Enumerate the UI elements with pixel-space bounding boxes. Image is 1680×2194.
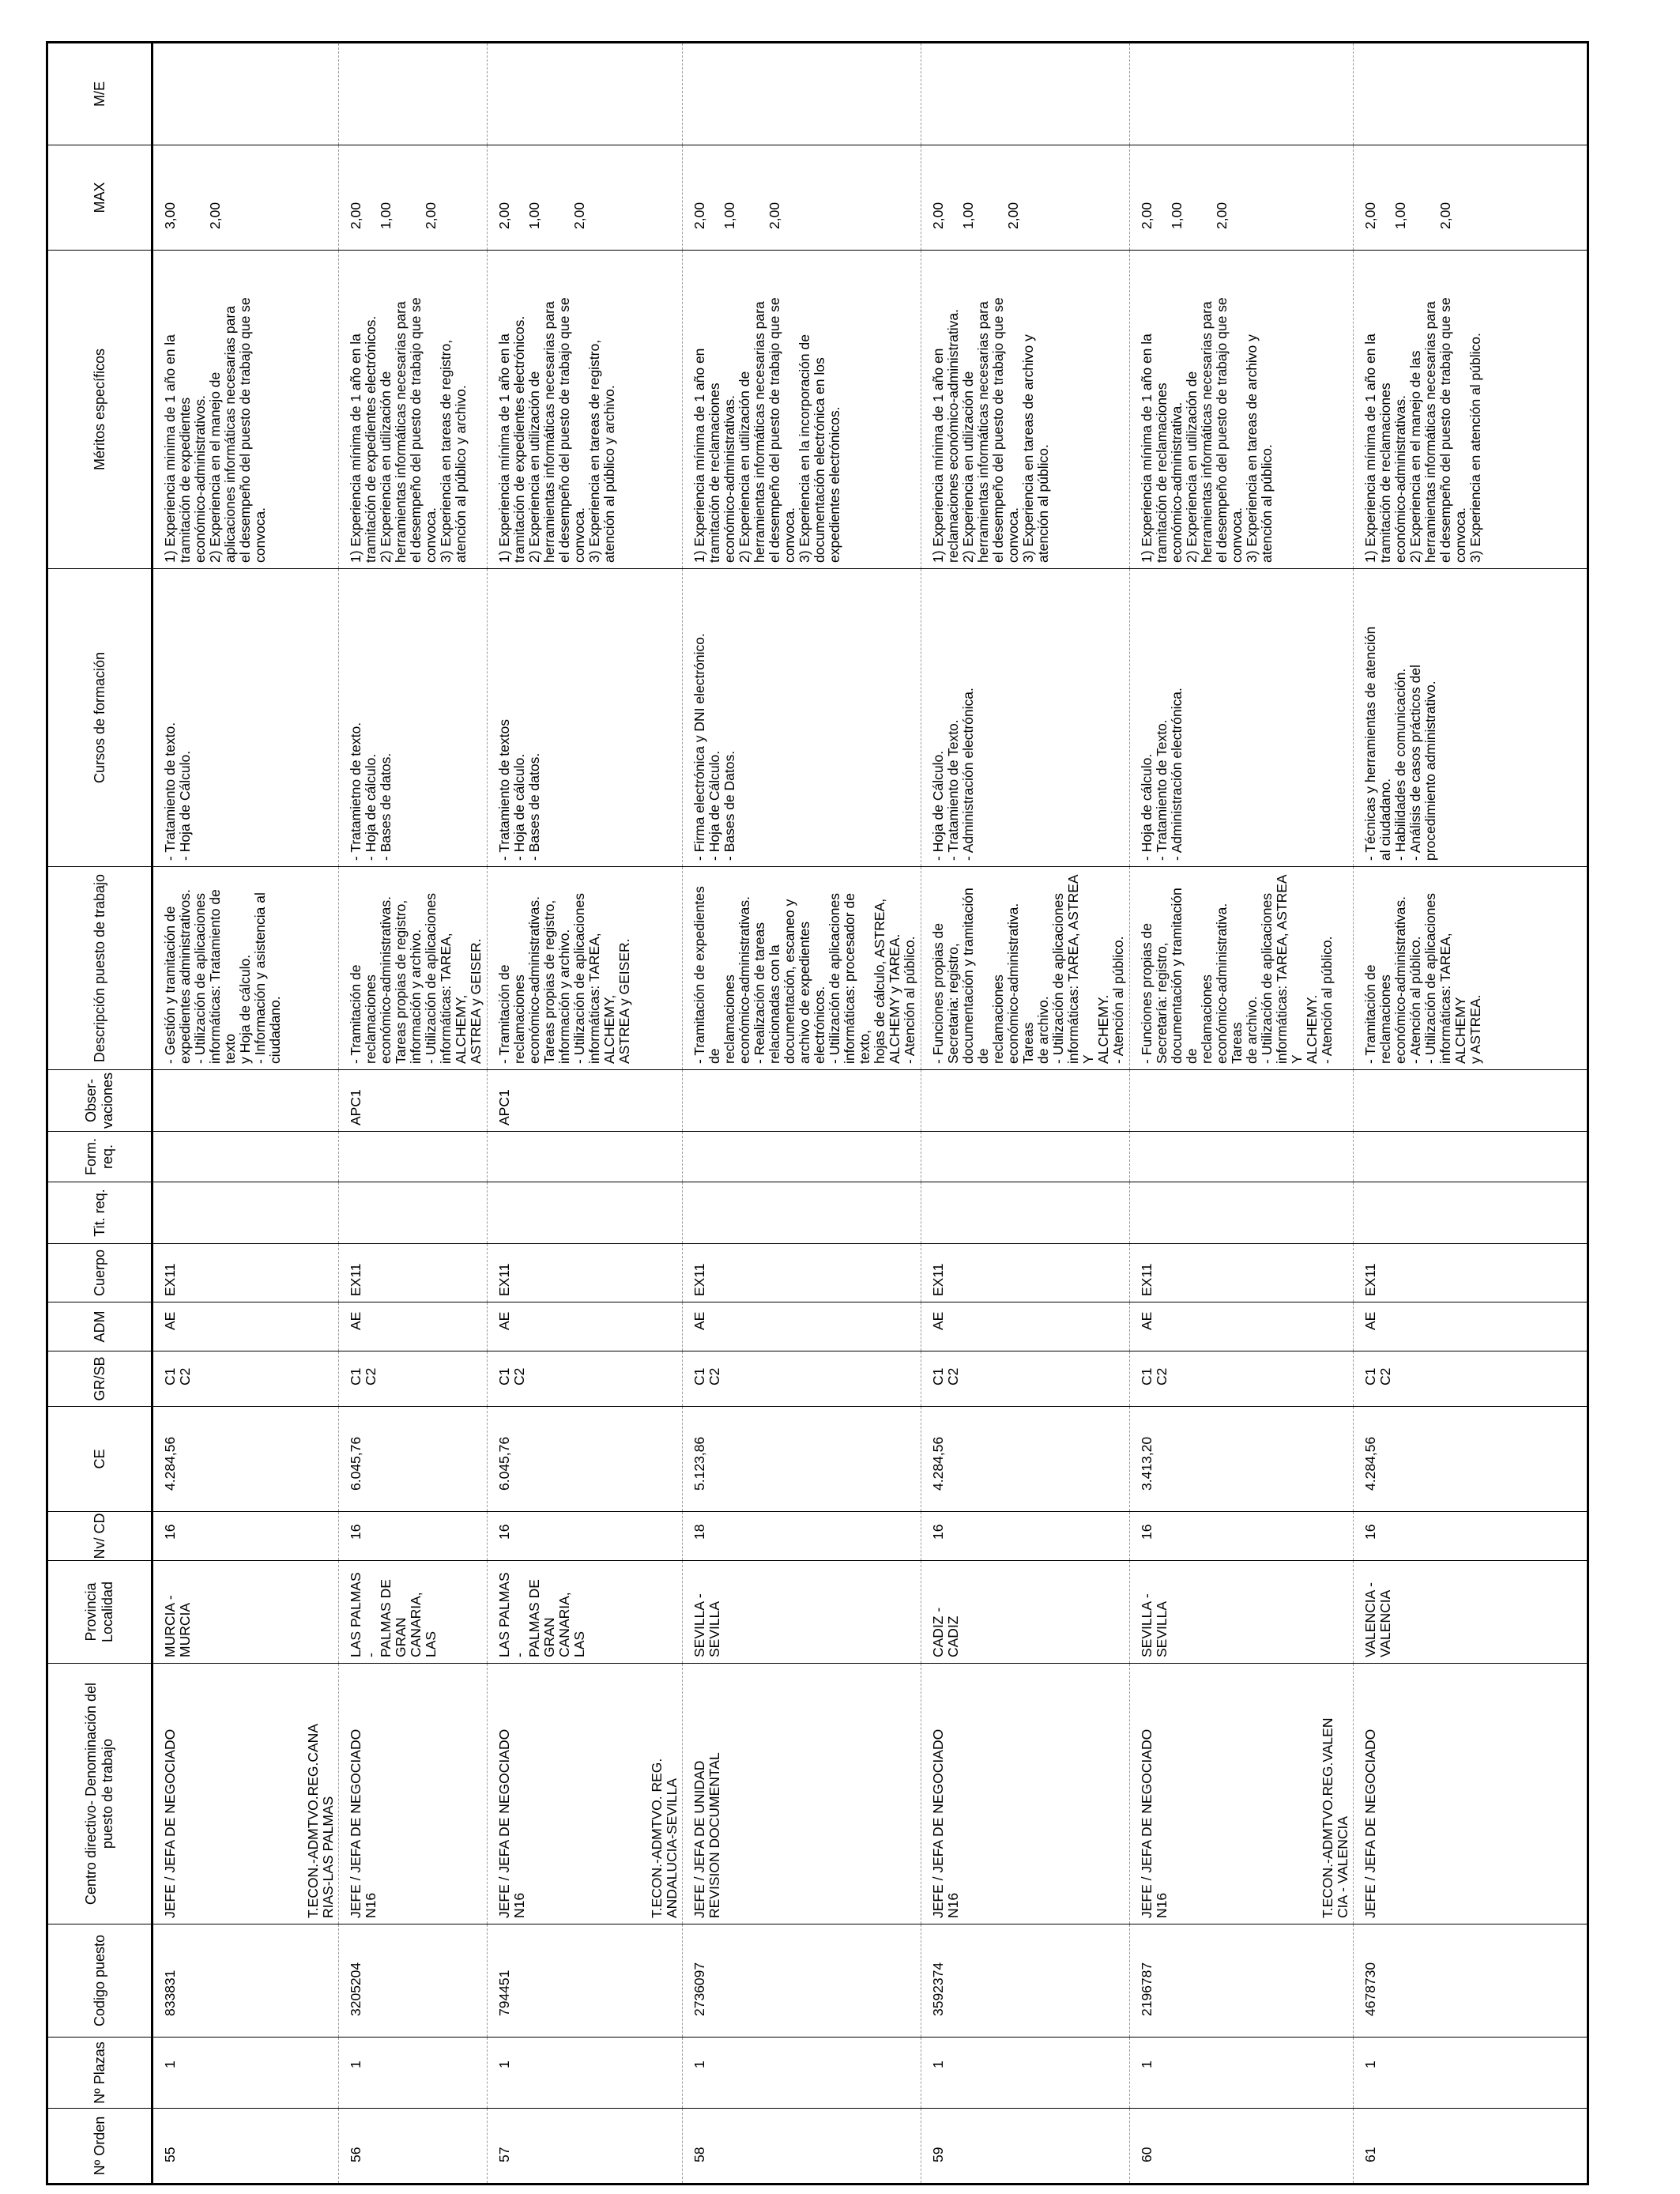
cuerpo-cell: EX11 — [921, 1244, 1130, 1302]
plazas-cell: 1 — [339, 2038, 488, 2109]
descripcion-cell: - Gestión y tramitación de expedientes administrativos. - Utilización de aplicaciones informáticas: Tratamiento de texto y Hoja de cálculo. - Información y asistencia al ciudadano. — [153, 867, 339, 1070]
orden-cell: 58 — [683, 2109, 921, 2185]
tit-cell — [1354, 1182, 1588, 1244]
me-cell — [153, 43, 339, 145]
orden-cell: 55 — [153, 2109, 339, 2185]
form-cell — [488, 1132, 683, 1182]
cuerpo-cell: EX11 — [488, 1244, 683, 1302]
centro-cell — [305, 1664, 488, 1924]
table-row — [1354, 43, 1588, 2185]
me-cell — [339, 43, 488, 145]
header-nivel: Nv/ CD — [47, 1512, 153, 1561]
codigo-cell: 794451 — [488, 1924, 683, 2038]
adm-cell: AE — [1130, 1302, 1354, 1351]
tit-cell — [339, 1182, 488, 1244]
provincia-cell: LAS PALMAS - PALMAS DE GRAN CANARIA, LAS — [339, 1561, 488, 1664]
puesto-denominacion: JEFE / JEFA DE NEGOCIADO N16 — [930, 1728, 961, 1918]
meritos-cell: 1) Experiencia mínima de 1 año en reclamaciones económico-administrativa. 2) Experiencia en utilización de herramientas informáticas necesarias para el desempeño del puesto de trabajo que se convoca. 3) Experiencia en tareas de archivo y atención al público. — [921, 251, 1130, 569]
header-orden: Nº Orden — [47, 2109, 153, 2185]
nivel-cell: 16 — [339, 1512, 488, 1561]
tit-cell — [153, 1182, 339, 1244]
puesto-denominacion: JEFE / JEFA DE NEGOCIADO — [1362, 1728, 1378, 1918]
cuerpo-cell: EX11 — [1130, 1244, 1354, 1302]
centro-cell — [921, 1664, 1130, 1924]
codigo-cell: 3205204 — [339, 1924, 488, 2038]
header-descripcion: Descripción puesto de trabajo — [47, 867, 153, 1070]
obs-cell — [1130, 1070, 1354, 1132]
max-cell: 2,00 1,00 2,00 — [921, 145, 1130, 251]
provincia-cell: MURCIA - MURCIA — [153, 1561, 339, 1664]
me-cell — [1354, 43, 1588, 145]
header-meritos: Méritos específicos — [47, 251, 153, 569]
grsb-cell: C1 C2 — [339, 1351, 488, 1407]
header-tit: Tit. req. — [47, 1182, 153, 1244]
plazas-cell: 1 — [153, 2038, 339, 2109]
codigo-cell: 4678730 — [1354, 1924, 1588, 2038]
meritos-cell: 1) Experiencia mínima de 1 año en la tramitación de expedientes electrónicos. 2) Experiencia en utilización de herramientas informáticas necesarias para el desempeño del puesto de trabajo que se convoca. 3) Experiencia en tareas de registro, atención al público y archivo. — [339, 251, 488, 569]
tit-cell — [683, 1182, 921, 1244]
nivel-cell: 16 — [488, 1512, 683, 1561]
centro-cell — [649, 1664, 921, 1924]
grsb-cell: C1 C2 — [488, 1351, 683, 1407]
me-cell — [488, 43, 683, 145]
obs-cell: APC1 — [488, 1070, 683, 1132]
form-cell — [921, 1132, 1130, 1182]
obs-cell — [153, 1070, 339, 1132]
header-provincia: Provincia Localidad — [47, 1561, 153, 1664]
max-cell: 3,00 2,00 — [153, 145, 339, 251]
provincia-cell: LAS PALMAS - PALMAS DE GRAN CANARIA, LAS — [488, 1561, 683, 1664]
header-plazas: Nº Plazas — [47, 2038, 153, 2109]
grsb-cell: C1 C2 — [153, 1351, 339, 1407]
orden-cell: 59 — [921, 2109, 1130, 2185]
cursos-cell: - Tratamiento de texto. - Hoja de Cálculo. — [153, 569, 339, 867]
cursos-cell: - Hoja de Cálculo. - Tratamiento de Texto. - Administración electrónica. — [921, 569, 1130, 867]
header-obs: Obser- vaciones — [47, 1070, 153, 1132]
nivel-cell: 16 — [1130, 1512, 1354, 1561]
tit-cell — [921, 1182, 1130, 1244]
adm-cell: AE — [1354, 1302, 1588, 1351]
grsb-cell: C1 C2 — [1354, 1351, 1588, 1407]
descripcion-cell: - Funciones propias de Secretaria: registro, documentación y tramitación de reclamaciones económico-administrativa. Tareas de archivo. - Utilización de aplicaciones informáticas: TAREA, ASTREA Y ALCHEMY. - Atención al público. — [921, 867, 1130, 1070]
form-cell — [1130, 1132, 1354, 1182]
ce-cell: 3.413,20 — [1130, 1407, 1354, 1512]
plazas-cell: 1 — [488, 2038, 683, 2109]
provincia-cell: SEVILLA - SEVILLA — [683, 1561, 921, 1664]
obs-cell — [683, 1070, 921, 1132]
adm-cell: AE — [488, 1302, 683, 1351]
form-cell — [153, 1132, 339, 1182]
rotated-sheet — [46, 43, 1674, 2185]
cursos-cell: - Firma electrónica y DNI electrónico. - Hoja de Cálculo. - Bases de Datos. — [683, 569, 921, 867]
header-form: Form. req. — [47, 1132, 153, 1182]
ce-cell: 4.284,56 — [921, 1407, 1130, 1512]
adm-cell: AE — [153, 1302, 339, 1351]
orden-cell: 60 — [1130, 2109, 1354, 2185]
ce-cell: 5.123,86 — [683, 1407, 921, 1512]
form-cell — [339, 1132, 488, 1182]
centro-directivo-heading: T.ECON.-ADMTVO.REG.CANA RIAS-LAS PALMAS — [305, 1724, 336, 1918]
header-centro: Centro directivo- Denominación del puesto de trabajo — [47, 1664, 153, 1924]
max-cell: 2,00 1,00 2,00 — [488, 145, 683, 251]
ce-cell: 4.284,56 — [153, 1407, 339, 1512]
max-cell: 2,00 1,00 2,00 — [683, 145, 921, 251]
tit-cell — [488, 1182, 683, 1244]
puesto-denominacion: JEFE / JEFA DE NEGOCIADO — [162, 1728, 178, 1918]
header-grsb: GR/SB — [47, 1351, 153, 1407]
me-cell — [683, 43, 921, 145]
job-positions-table — [46, 41, 1589, 2185]
centro-cell — [1320, 1664, 1588, 1924]
orden-cell: 56 — [339, 2109, 488, 2185]
cuerpo-cell: EX11 — [1354, 1244, 1588, 1302]
codigo-cell: 833831 — [153, 1924, 339, 2038]
plazas-cell: 1 — [683, 2038, 921, 2109]
puesto-denominacion: JEFE / JEFA DE NEGOCIADO N16 — [1139, 1728, 1170, 1918]
form-cell — [683, 1132, 921, 1182]
plazas-cell: 1 — [1354, 2038, 1588, 2109]
tit-cell — [1130, 1182, 1354, 1244]
provincia-cell: CADIZ - CADIZ — [921, 1561, 1130, 1664]
max-cell: 2,00 1,00 2,00 — [1130, 145, 1354, 251]
codigo-cell: 2736097 — [683, 1924, 921, 2038]
orden-cell: 61 — [1354, 2109, 1588, 2185]
provincia-cell: VALENCIA - VALENCIA — [1354, 1561, 1588, 1664]
centro-directivo-heading: T.ECON.-ADMTVO. REG. ANDALUCIA-SEVILLA — [649, 1758, 680, 1918]
table-row — [921, 43, 1130, 2185]
meritos-cell: 1) Experiencia mínima de 1 año en la tramitación de expedientes electrónicos. 2) Experiencia en utilización de herramientas informáticas necesarias para el desempeño del puesto de trabajo que se convoca. 3) Experiencia en tareas de registro, atención al público y archivo. — [488, 251, 683, 569]
header-adm: ADM — [47, 1302, 153, 1351]
cursos-cell: - Hoja de cálculo. - Tratamiento de Texto. - Administración electrónica. — [1130, 569, 1354, 867]
descripcion-cell: - Tramitación de reclamaciones económico-administrativas. Tareas propias de registro, información y archivo. - Utilización de aplicaciones informáticas: TAREA, ALCHEMY, ASTREA y GEISER. — [488, 867, 683, 1070]
cursos-cell: - Técnicas y herramientas de atención al ciudadano. - Habilidades de comunicación. - Análisis de casos prácticos del procedimiento administrativo. — [1354, 569, 1588, 867]
form-cell — [1354, 1132, 1588, 1182]
grsb-cell: C1 C2 — [1130, 1351, 1354, 1407]
descripcion-cell: - Funciones propias de Secretaría: registro, documentación y tramitación de reclamaciones económico-administrativa. Tareas de archivo. - Utilización de aplicaciones informáticas: TAREA, ASTREA Y ALCHEMY. - Atención al público. — [1130, 867, 1354, 1070]
puesto-denominacion: JEFE / JEFA DE NEGOCIADO N16 — [348, 1728, 379, 1918]
meritos-cell: 1) Experiencia minima de 1 año en la tramitación de expedientes económico-administrativos. 2) Experiencia en el manejo de aplicaciones informáticas necesarias para el desempeño del puesto de trabajo que se convoca. — [153, 251, 339, 569]
puesto-denominacion: JEFE / JEFA DE UNIDAD REVISION DOCUMENTAL — [691, 1752, 722, 1918]
codigo-cell: 3592374 — [921, 1924, 1130, 2038]
max-cell: 2,00 1,00 2,00 — [1354, 145, 1588, 251]
cursos-cell: - Tratamiento de textos - Hoja de cálculo. - Bases de datos. — [488, 569, 683, 867]
me-cell — [921, 43, 1130, 145]
plazas-cell: 1 — [1130, 2038, 1354, 2109]
meritos-cell: 1) Experiencia mínima de 1 año en tramitación de reclamaciones económico-administrativas. 2) Experiencia en utilización de herramientas informáticas necesarias para el desempeño del puesto de trabajo que se convoca. 3) Experiencia en la incorporación de documentación electrónica en los expedientes electrónicos. — [683, 251, 921, 569]
obs-cell: APC1 — [339, 1070, 488, 1132]
adm-cell: AE — [339, 1302, 488, 1351]
cuerpo-cell: EX11 — [153, 1244, 339, 1302]
header-cursos: Cursos de formación — [47, 569, 153, 867]
obs-cell — [1354, 1070, 1588, 1132]
nivel-cell: 18 — [683, 1512, 921, 1561]
centro-directivo-heading: T.ECON.-ADMTVO.REG.VALEN CIA - VALENCIA — [1320, 1717, 1350, 1918]
header-row — [47, 43, 153, 2185]
nivel-cell: 16 — [153, 1512, 339, 1561]
orden-cell: 57 — [488, 2109, 683, 2185]
header-codigo: Codigo puesto — [47, 1924, 153, 2038]
meritos-cell: 1) Experiencia mínima de 1 año en la tramitación de reclamaciones económico-administrativas. 2) Experiencia en el manejo de las herramientas informáticas necesarias para el desempeño del puesto de trabajo que se convoca. 3) Experiencia en atención al público. — [1354, 251, 1588, 569]
plazas-cell: 1 — [921, 2038, 1130, 2109]
meritos-cell: 1) Experiencia mínima de 1 año en la tramitación de reclamaciones económico-administrativa. 2) Experiencia en utilización de herramientas informáticas necesarias para el desempeño del puesto de trabajo que se convoca. 3) Experiencia en tareas de archivo y atención al público. — [1130, 251, 1354, 569]
max-cell: 2,00 1,00 2,00 — [339, 145, 488, 251]
nivel-cell: 16 — [1354, 1512, 1588, 1561]
ce-cell: 6.045,76 — [339, 1407, 488, 1512]
table-row — [683, 43, 921, 2185]
grsb-cell: C1 C2 — [921, 1351, 1130, 1407]
header-max: MAX — [47, 145, 153, 251]
codigo-cell: 2196787 — [1130, 1924, 1354, 2038]
cuerpo-cell: EX11 — [683, 1244, 921, 1302]
table-row — [339, 43, 488, 2185]
descripcion-cell: - Tramitación de reclamaciones económico-administrativas. - Atención al público. - Utilización de aplicaciones informáticas: TAREA, ALCHEMY y ASTREA. — [1354, 867, 1588, 1070]
header-me: M/E — [47, 43, 153, 145]
adm-cell: AE — [921, 1302, 1130, 1351]
header-cuerpo: Cuerpo — [47, 1244, 153, 1302]
cuerpo-cell: EX11 — [339, 1244, 488, 1302]
me-cell — [1130, 43, 1354, 145]
provincia-cell: SEVILLA - SEVILLA — [1130, 1561, 1354, 1664]
grsb-cell: C1 C2 — [683, 1351, 921, 1407]
puesto-denominacion: JEFE / JEFA DE NEGOCIADO N16 — [496, 1728, 527, 1918]
adm-cell: AE — [683, 1302, 921, 1351]
ce-cell: 6.045,76 — [488, 1407, 683, 1512]
obs-cell — [921, 1070, 1130, 1132]
ce-cell: 4.284,56 — [1354, 1407, 1588, 1512]
descripcion-cell: - Tramitación de expedientes de reclamaciones económico-administrativas. - Realización de tareas relacionadas con la documentación, escaneo y archivo de expedientes electrónicos. - Utilización de aplicaciones informáticas: procesador de texto, hojas de cálculo, ASTREA, ALCHEMY y TAREA. - Atención al público. — [683, 867, 921, 1070]
cursos-cell: - Tratamietno de texto. - Hoja de cálculo. - Bases de datos. — [339, 569, 488, 867]
nivel-cell: 16 — [921, 1512, 1130, 1561]
header-ce: CE — [47, 1407, 153, 1512]
descripcion-cell: - Tramitación de reclamaciones económico-administrativas. Tareas propias de registro, información y archivo. - Utilización de aplicaciones informáticas: TAREA, ALCHEMY, ASTREA y GEISER. — [339, 867, 488, 1070]
